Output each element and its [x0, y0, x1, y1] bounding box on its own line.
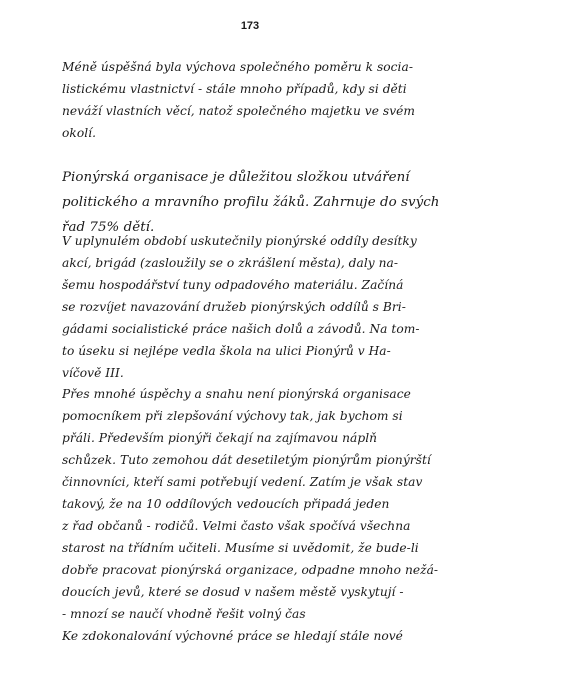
- text-line: takový, že na 10 oddílových vedoucích připadá jeden: [62, 497, 390, 511]
- text-line: činnovníci, kteří sami potřebují vedení. Zatím je však stav: [62, 475, 423, 489]
- text-line: dobře pracovat pionýrská organizace, odpadne mnoho nežá-: [62, 563, 439, 577]
- paragraph-pioneer-organisation: [62, 165, 494, 240]
- text-line: V uplynulém období uskutečnily pionýrské oddíly desítky: [62, 234, 417, 248]
- text-line: gádami socialistické práce našich dolů a závodů. Na tom-: [62, 322, 420, 336]
- text-line: přáli. Především pionýři čekají na zajímavou náplň: [62, 431, 378, 445]
- text-line: schůzek. Tuto zemohou dát desetiletým pionýrům pionýrští: [62, 453, 431, 467]
- text-line: Pionýrská organisace je důležitou složkou utváření: [62, 170, 410, 185]
- page-number: 173: [240, 20, 260, 32]
- paragraph-improvement: [62, 625, 494, 647]
- text-line: se rozvíjet navazování družeb pionýrských oddílů s Bri-: [62, 300, 406, 314]
- text-line: z řad občanů - rodičů. Velmi často však spočívá všechna: [62, 519, 411, 533]
- text-line: Přes mnohé úspěchy a snahu není pionýrská organisace: [62, 387, 411, 401]
- text-line: politického a mravního profilu žáků. Zahrnuje do svých: [62, 195, 440, 210]
- text-line: - mnozí se naučí vhodně řešit volný čas: [62, 607, 306, 621]
- text-line: to úseku si nejlépe vedla škola na ulici Pionýrů v Ha-: [62, 344, 391, 358]
- text-line: doucích jevů, které se dosud v našem městě vyskytují -: [62, 585, 404, 599]
- paragraph-pioneer-activities: [62, 230, 494, 384]
- text-line: akcí, brigád (zasloužily se o zkrášlení města), daly na-: [62, 256, 399, 270]
- paragraph-pioneer-problems: [62, 383, 494, 625]
- text-line: šemu hospodářství tuny odpadového materiálu. Začíná: [62, 278, 404, 292]
- text-line: víčově III.: [62, 366, 124, 380]
- paragraph-property-education: [62, 56, 494, 144]
- text-line: okolí.: [62, 126, 97, 140]
- text-line: neváží vlastních věcí, natož společného majetku ve svém: [62, 104, 416, 118]
- text-line: Méně úspěšná byla výchova společného poměru k socia-: [62, 60, 413, 74]
- text-line: Ke zdokonalování výchovné práce se hledají stále nové: [62, 629, 403, 643]
- text-line: listickému vlastnictví - stále mnoho případů, kdy si děti: [62, 82, 407, 96]
- text-line: starost na třídním učiteli. Musíme si uvědomit, že bude-li: [62, 541, 419, 555]
- text-line: pomocníkem při zlepšování výchovy tak, jak bychom si: [62, 409, 403, 423]
- text-line: řad 75% dětí.: [62, 220, 155, 235]
